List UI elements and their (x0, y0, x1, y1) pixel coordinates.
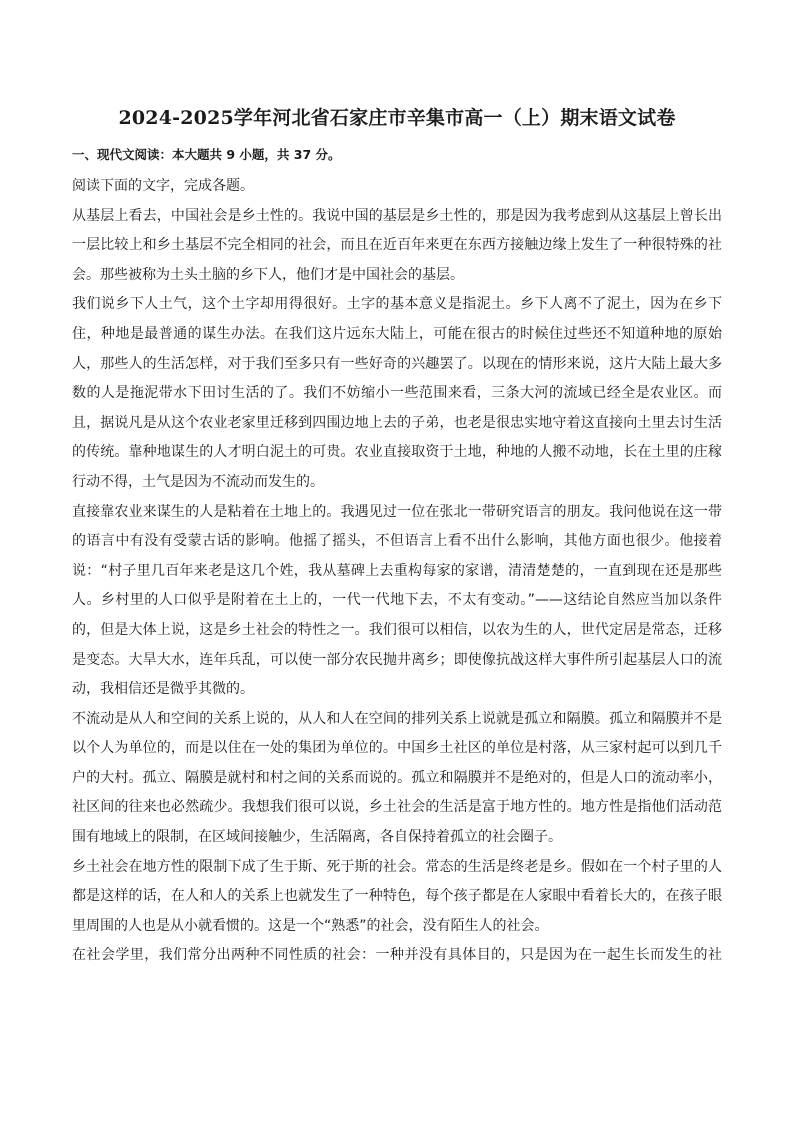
passage-line: 且，据说凡是从这个农业老家里迁移到四围边地上去的子弟，也老是很忠实地守着这直接向土里去讨生活 (72, 414, 722, 431)
passage-line: 都是这样的话，在人和人的关系上也就发生了一种特色，每个孩子都是在人家眼中看着长大的，在孩子眼 (72, 888, 722, 905)
passage-line: 我们说乡下人土气，这个土字却用得很好。土字的基本意义是指泥土。乡下人离不了泥土，因为在乡下 (72, 296, 722, 313)
reading-passage (72, 172, 722, 971)
section-heading: 一、现代文阅读：本大题共 9 小题，共 37 分。 (72, 147, 341, 162)
passage-line: 行动不得，土气是因为不流动而发生的。 (72, 473, 324, 490)
passage-line: 直接靠农业来谋生的人是粘着在土地上的。我遇见过一位在张北一带研究语言的朋友。我问他说在这一带 (72, 503, 722, 520)
passage-line: 数的人是拖泥带水下田讨生活的了。我们不妨缩小一些范围来看，三条大河的流域已经全是农业区。而 (72, 385, 722, 402)
passage-line: 说：“村子里几百年来老是这几个姓，我从墓碑上去重构每家的家谱，清清楚楚的，一直到现在还是那些 (72, 562, 722, 579)
passage-line: 社区间的往来也必然疏少。我想我们很可以说，乡土社会的生活是富于地方性的。地方性是指他们活动范 (72, 799, 722, 816)
passage-line: 阅读下面的文字，完成各题。 (72, 178, 254, 194)
passage-line: 在社会学里，我们常分出两种不同性质的社会：一种并没有具体目的，只是因为在一起生长而发生的社 (72, 947, 722, 964)
passage-line: 是变态。大旱大水，连年兵乱，可以使一部分农民抛井离乡；即使像抗战这样大事件所引起基层人口的流 (72, 651, 722, 668)
passage-line: 动，我相信还是微乎其微的。 (72, 681, 254, 698)
passage-line: 围有地域上的限制，在区域间接触少，生活隔离，各自保持着孤立的社会圈子。 (72, 829, 562, 846)
exam-title: 2024-2025学年河北省石家庄市辛集市高一（上）期末语文试卷 (118, 107, 676, 129)
passage-line: 以个人为单位的，而是以住在一处的集团为单位的。中国乡土社区的单位是村落，从三家村起可以到几千 (72, 740, 722, 757)
passage-line: 里周围的人也是从小就看惯的。这是一个“熟悉”的社会，没有陌生人的社会。 (72, 917, 549, 934)
passage-line: 户的大村。孤立、隔膜是就村和村之间的关系而说的。孤立和隔膜并不是绝对的，但是人口的流动率小， (72, 769, 722, 786)
passage-line: 的语言中有没有受蒙古话的影响。他摇了摇头，不但语言上看不出什么影响，其他方面也很少。他接着 (72, 533, 722, 550)
passage-line: 一层比较上和乡土基层不完全相同的社会，而且在近百年来更在东西方接触边缘上发生了一种很特殊的社 (72, 237, 722, 254)
passage-line: 乡土社会在地方性的限制下成了生于斯、死于斯的社会。常态的生活是终老是乡。假如在一个村子里的人 (72, 858, 722, 875)
passage-line: 住，种地是最普通的谋生办法。在我们这片远东大陆上，可能在很古的时候住过些还不知道种地的原始 (72, 325, 722, 342)
passage-line: 的，但是大体上说，这是乡土社会的特性之一。我们很可以相信，以农为生的人，世代定居是常态，迁移 (72, 621, 722, 638)
passage-line: 的传统。靠种地谋生的人才明白泥土的可贵。农业直接取资于土地，种地的人搬不动地，长在土里的庄稼 (72, 444, 722, 461)
passage-line: 人。乡村里的人口似乎是附着在土上的，一代一代地下去，不太有变动。”——这结论自然应当加以条件 (72, 592, 722, 609)
passage-line: 从基层上看去，中国社会是乡土性的。我说中国的基层是乡土性的，那是因为我考虑到从这基层上曾长出 (72, 207, 722, 224)
passage-line: 不流动是从人和空间的关系上说的，从人和人在空间的排列关系上说就是孤立和隔膜。孤立和隔膜并不是 (72, 710, 722, 727)
passage-line: 会。那些被称为土头土脑的乡下人，他们才是中国社会的基层。 (72, 266, 464, 283)
passage-line: 人，那些人的生活怎样，对于我们至多只有一些好奇的兴趣罢了。以现在的情形来说，这片大陆上最大多 (72, 355, 722, 372)
